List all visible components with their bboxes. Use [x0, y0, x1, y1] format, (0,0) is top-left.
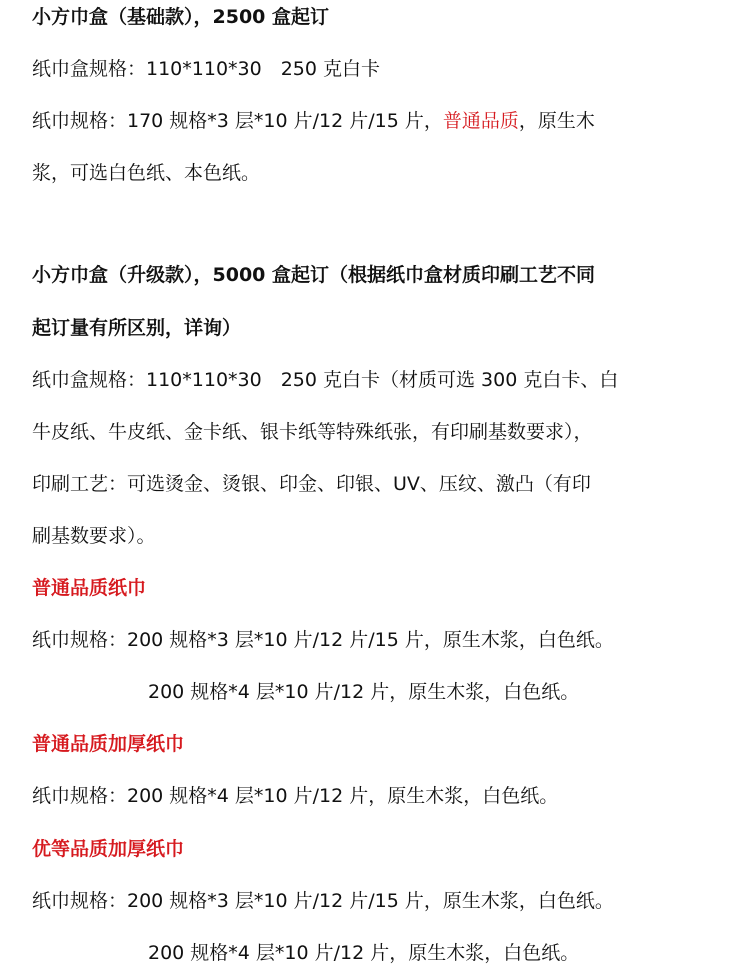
- quality-premium-spec-2: 200 规格*4 层*10 片/12 片，原生木浆，白色纸。: [148, 942, 580, 964]
- section-upgrade-print-cont: 刷基数要求）。: [32, 525, 156, 547]
- quality-thick-heading: 普通品质加厚纸巾: [32, 733, 185, 755]
- tissue-spec-prefix: 纸巾规格：170 规格*3 层*10 片/12 片/15 片，: [32, 110, 443, 132]
- quality-premium-heading: 优等品质加厚纸巾: [32, 838, 185, 860]
- tissue-spec-highlight: 普通品质: [442, 110, 519, 132]
- quality-thick-spec: 纸巾规格：200 规格*4 层*10 片/12 片，原生木浆，白色纸。: [32, 785, 559, 807]
- section-upgrade-title-cont: 起订量有所区别，详询）: [32, 317, 242, 339]
- section-upgrade-title: 小方巾盒（升级款），5000 盒起订（根据纸巾盒材质印刷工艺不同: [32, 264, 595, 286]
- section-basic-tissue-spec-cont: 浆，可选白色纸、本色纸。: [32, 162, 261, 184]
- section-basic-title: 小方巾盒（基础款），2500 盒起订: [32, 6, 329, 28]
- section-upgrade-box-spec: 纸巾盒规格：110*110*30 250 克白卡（材质可选 300 克白卡、白: [32, 369, 619, 391]
- section-basic-tissue-spec: [32, 108, 595, 134]
- section-basic-box-spec: 纸巾盒规格：110*110*30 250 克白卡: [32, 58, 381, 80]
- quality-normal-heading: 普通品质纸巾: [32, 577, 147, 599]
- quality-normal-spec: 纸巾规格：200 规格*3 层*10 片/12 片/15 片，原生木浆，白色纸。: [32, 629, 614, 651]
- quality-premium-spec: 纸巾规格：200 规格*3 层*10 片/12 片/15 片，原生木浆，白色纸。: [32, 890, 614, 912]
- section-upgrade-print: 印刷工艺：可选烫金、烫银、印金、印银、UV、压纹、激凸（有印: [32, 473, 591, 495]
- section-upgrade-box-spec-cont: 牛皮纸、牛皮纸、金卡纸、银卡纸等特殊纸张，有印刷基数要求），: [32, 421, 593, 443]
- tissue-spec-suffix: ，原生木: [518, 110, 595, 132]
- quality-normal-spec-2: 200 规格*4 层*10 片/12 片，原生木浆，白色纸。: [148, 681, 580, 703]
